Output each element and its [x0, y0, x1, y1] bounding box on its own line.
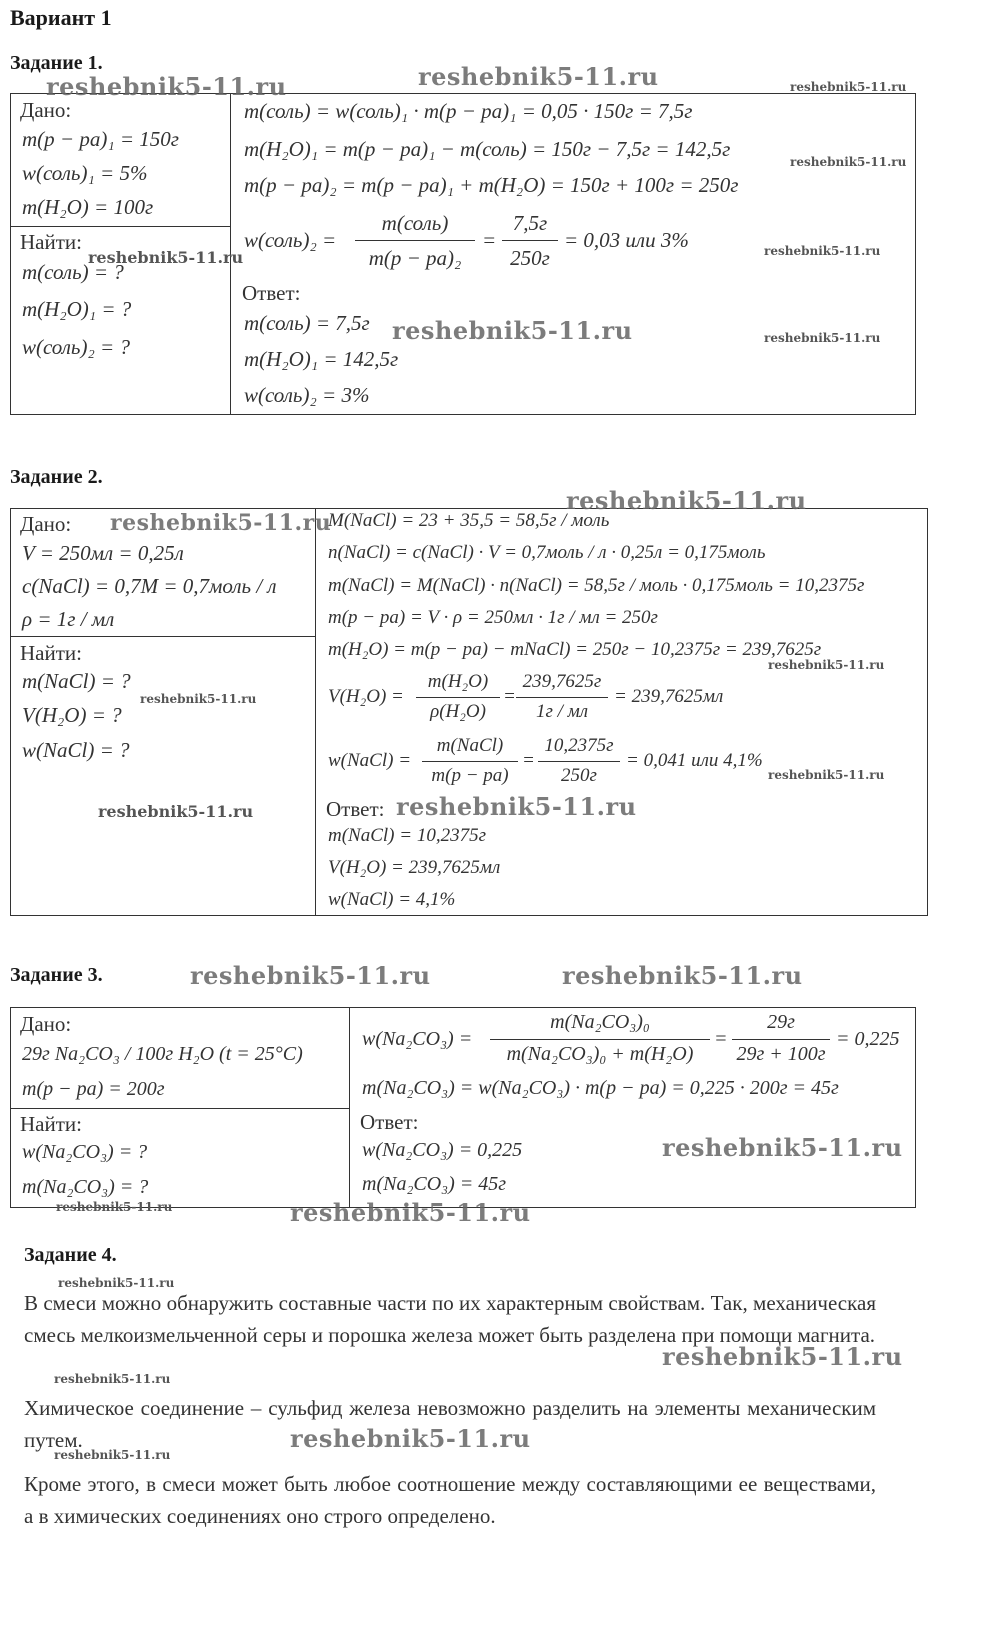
- task4-paragraph: Химическое соединение – сульфид железа невозможно разделить на элементы механическим путем.: [24, 1396, 876, 1452]
- task2-eqV-equals: =: [503, 686, 516, 707]
- task3-answer-item: w(Na₂CO₃) = 0,225: [362, 1139, 523, 1161]
- watermark: reshebnik5-11.ru: [46, 72, 287, 101]
- task1-given-item: w(соль)₁ = 5%: [22, 161, 148, 185]
- task1-find-item: m(соль) = ?: [22, 260, 124, 284]
- watermark: reshebnik5-11.ru: [396, 792, 637, 821]
- task4-paragraph: В смеси можно обнаружить составные части по их характерным свойствам. Так, механическая смесь мелкоизмельченной серы и порошка железа может быть разделена при помощи магнита.: [24, 1291, 876, 1347]
- task1-eq-den1: m(p − pa)₂: [368, 246, 462, 270]
- task2-solution-line: m(p − pa) = V · ρ = 250мл · 1г / мл = 250г: [328, 607, 658, 628]
- task2-find-item: m(NaCl) = ?: [22, 669, 131, 693]
- task3-eq-num1: m(Na₂CO₃)₀: [550, 1011, 650, 1033]
- watermark: reshebnik5-11.ru: [662, 1133, 903, 1162]
- task1-find-item: m(H₂O)₁ = ?: [22, 297, 132, 321]
- task2-eqW-num2: 10,2375г: [544, 735, 614, 756]
- task3-solution-line: m(Na₂CO₃) = w(Na₂CO₃) · m(p − pa) = 0,225 · 200г = 45г: [362, 1077, 839, 1099]
- watermark: reshebnik5-11.ru: [392, 316, 633, 345]
- watermark: reshebnik5-11.ru: [790, 80, 907, 94]
- task3-given-item: m(p − pa) = 200г: [22, 1078, 165, 1100]
- task1-eq-bar2: [502, 240, 558, 241]
- task2-answer-item: w(NaCl) = 4,1%: [328, 889, 456, 910]
- task2-find-item: V(H₂O) = ?: [22, 703, 122, 727]
- task1-given-label: Дано:: [20, 98, 72, 122]
- task3-find-item: m(Na₂CO₃) = ?: [22, 1176, 149, 1198]
- task1-eq-den2: 250г: [510, 246, 550, 270]
- task2-find-label: Найти:: [20, 641, 82, 665]
- task2-divider: [315, 508, 316, 916]
- task2-eqW-den1: m(p − pa): [431, 765, 509, 786]
- watermark: reshebnik5-11.ru: [562, 961, 803, 990]
- task3-find-label: Найти:: [20, 1112, 82, 1136]
- task1-find-label: Найти:: [20, 230, 82, 254]
- watermark: reshebnik5-11.ru: [290, 1198, 531, 1227]
- task2-given-find-divider: [10, 636, 316, 637]
- task2-eqV-lhs: V(H₂O) =: [328, 686, 404, 707]
- task2-given-item: ρ = 1г / мл: [22, 607, 115, 631]
- task3-eq-lhs: w(Na₂CO₃) =: [362, 1028, 473, 1050]
- task2-answer-item: V(H₂O) = 239,7625мл: [328, 857, 501, 878]
- task2-eqW-lhs: w(NaCl) =: [328, 750, 412, 771]
- watermark: reshebnik5-11.ru: [190, 961, 431, 990]
- page-title: Вариант 1: [10, 5, 112, 30]
- watermark: reshebnik5-11.ru: [418, 62, 659, 91]
- task2-eqW-bar2: [538, 761, 620, 762]
- watermark: reshebnik5-11.ru: [768, 768, 885, 782]
- task2-given-item: V = 250мл = 0,25л: [22, 541, 184, 565]
- watermark: reshebnik5-11.ru: [56, 1200, 173, 1214]
- task1-eq-equals: =: [482, 228, 497, 252]
- task1-given-find-divider: [10, 226, 231, 227]
- task3-find-item: w(Na₂CO₃) = ?: [22, 1141, 148, 1163]
- task2-eqV-den2: 1г / мл: [535, 701, 589, 722]
- watermark: reshebnik5-11.ru: [58, 1276, 175, 1290]
- task3-eq-den1: m(Na₂CO₃)₀ + m(H₂O): [506, 1043, 694, 1065]
- task1-given-item: m(H₂O) = 100г: [22, 195, 154, 219]
- task1-solution-line: m(H₂O)₁ = m(p − pa)₁ − m(соль) = 150г − 7,5г = 142,5г: [244, 137, 731, 161]
- task2-solution-line: n(NaCl) = c(NaCl) · V = 0,7моль / л · 0,25л = 0,175моль: [328, 542, 766, 563]
- watermark: reshebnik5-11.ru: [566, 486, 807, 515]
- task1-given-item: m(p − pa)₁ = 150г: [22, 127, 179, 151]
- task2-eqV-num1: m(H₂O): [427, 671, 489, 692]
- watermark: reshebnik5-11.ru: [88, 248, 244, 267]
- task2-eqW-den2: 250г: [561, 765, 597, 786]
- task2-eqW-num1: m(NaCl): [436, 735, 504, 756]
- task2-eqW-equals: =: [522, 750, 535, 771]
- task1-answer-label: Ответ:: [242, 281, 301, 305]
- task3-eq-bar1: [490, 1039, 710, 1040]
- task2-eqV-bar2: [516, 697, 608, 698]
- task1-heading: Задание 1.: [10, 52, 103, 74]
- task2-eqW-result: = 0,041 или 4,1%: [626, 750, 763, 771]
- task2-solution-line: m(NaCl) = M(NaCl) · n(NaCl) = 58,5г / моль · 0,175моль = 10,2375г: [328, 575, 865, 596]
- task3-eq-equals: =: [714, 1028, 728, 1050]
- task2-given-label: Дано:: [20, 512, 72, 536]
- task3-heading: Задание 3.: [10, 964, 103, 986]
- task3-given-label: Дано:: [20, 1012, 72, 1036]
- task1-eq-lhs: w(соль)₂ =: [244, 228, 337, 252]
- watermark: reshebnik5-11.ru: [764, 244, 881, 258]
- task3-eq-bar2: [732, 1039, 830, 1040]
- task3-given-item: 29г Na₂CO₃ / 100г H₂O (t = 25°C): [22, 1043, 303, 1065]
- task2-solution-line: m(H₂O) = m(p − pa) − mNaCl) = 250г − 10,2375г = 239,7625г: [328, 639, 822, 660]
- watermark: reshebnik5-11.ru: [768, 658, 885, 672]
- task1-answer-item: m(H₂O)₁ = 142,5г: [244, 347, 399, 371]
- task3-eq-den2: 29г + 100г: [736, 1043, 826, 1065]
- task2-answer-label: Ответ:: [326, 797, 385, 821]
- task2-eqV-result: = 239,7625мл: [614, 686, 724, 707]
- task3-eq-result: = 0,225: [836, 1028, 900, 1050]
- task2-given-item: c(NaCl) = 0,7M = 0,7моль / л: [22, 574, 277, 598]
- task3-answer-label: Ответ:: [360, 1110, 419, 1134]
- task3-answer-item: m(Na₂CO₃) = 45г: [362, 1173, 507, 1195]
- task4-paragraph: Кроме этого, в смеси может быть любое соотношение между составляющими ее веществами, а в химических соединениях оно строго определено.: [24, 1472, 876, 1528]
- task1-solution-line: m(p − pa)₂ = m(p − pa)₁ + m(H₂O) = 150г + 100г = 250г: [244, 173, 739, 197]
- task2-find-item: w(NaCl) = ?: [22, 738, 130, 762]
- task1-eq-num2: 7,5г: [512, 211, 548, 235]
- watermark: reshebnik5-11.ru: [662, 1342, 903, 1371]
- watermark: reshebnik5-11.ru: [790, 155, 907, 169]
- watermark: reshebnik5-11.ru: [764, 331, 881, 345]
- task2-eqV-bar1: [416, 697, 500, 698]
- task2-eqV-num2: 239,7625г: [522, 671, 602, 692]
- task2-answer-item: m(NaCl) = 10,2375г: [328, 825, 486, 846]
- task2-solution-line: M(NaCl) = 23 + 35,5 = 58,5г / моль: [328, 510, 610, 531]
- watermark: reshebnik5-11.ru: [290, 1424, 531, 1453]
- task1-eq-num1: m(соль): [381, 211, 449, 235]
- task1-find-item: w(соль)₂ = ?: [22, 335, 130, 359]
- watermark: reshebnik5-11.ru: [54, 1372, 171, 1386]
- task3-given-find-divider: [10, 1108, 350, 1109]
- task3-eq-num2: 29г: [767, 1011, 795, 1033]
- task1-answer-item: w(соль)₂ = 3%: [244, 383, 370, 407]
- task2-heading: Задание 2.: [10, 466, 103, 488]
- task2-eqV-den1: ρ(H₂O): [430, 701, 486, 722]
- task1-answer-item: m(соль) = 7,5г: [244, 311, 370, 335]
- watermark: reshebnik5-11.ru: [140, 692, 257, 706]
- task1-eq-result: = 0,03 или 3%: [564, 228, 689, 252]
- watermark: reshebnik5-11.ru: [54, 1448, 171, 1462]
- watermark: reshebnik5-11.ru: [110, 510, 332, 536]
- task1-eq-bar1: [355, 240, 475, 241]
- task4-heading: Задание 4.: [24, 1244, 117, 1266]
- watermark: reshebnik5-11.ru: [98, 802, 254, 821]
- task2-eqW-bar1: [422, 761, 518, 762]
- task1-solution-line: m(соль) = w(соль)₁ · m(p − pa)₁ = 0,05 · 150г = 7,5г: [244, 99, 693, 123]
